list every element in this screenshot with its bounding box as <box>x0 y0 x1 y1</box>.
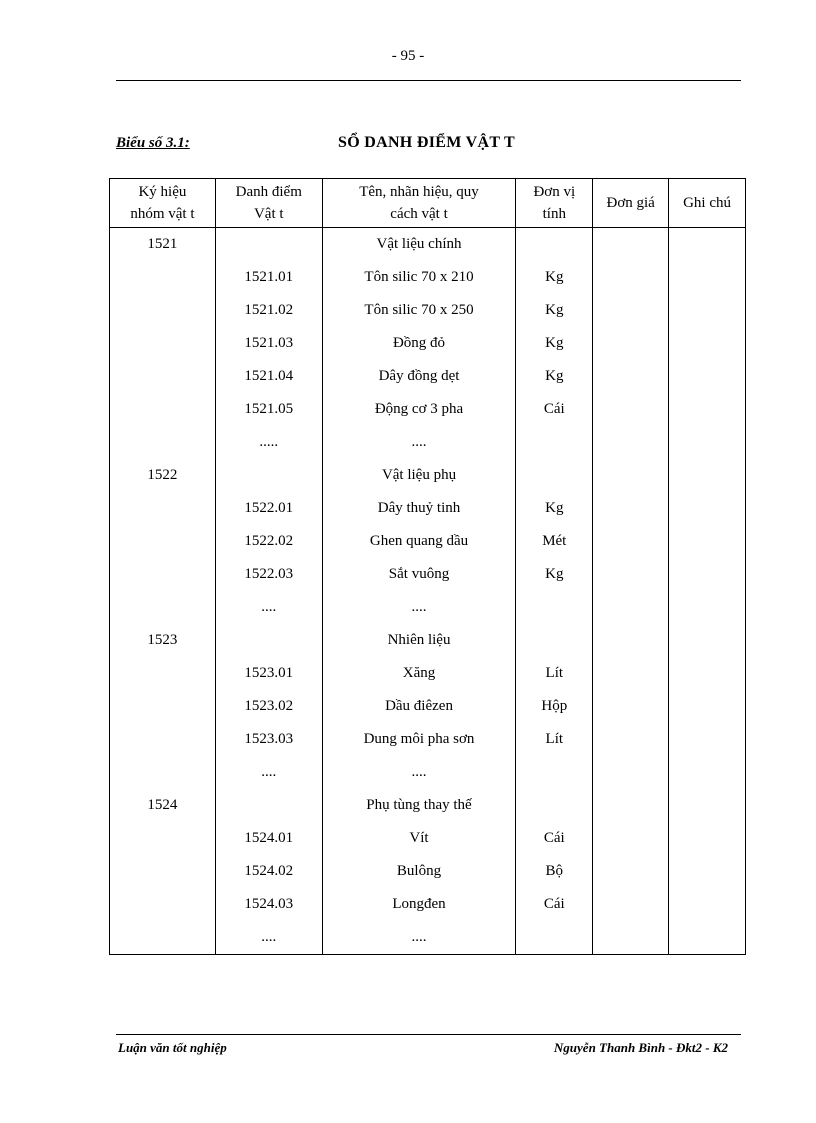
cell-unit: Mét <box>516 525 593 558</box>
cell-group-code <box>110 261 216 294</box>
cell-unit-price <box>593 723 669 756</box>
header-group-code-line2: nhóm vật t <box>130 206 195 222</box>
header-unit-line1: Đơn vị <box>533 184 576 200</box>
table-row <box>110 921 746 955</box>
cell-unit-price <box>593 822 669 855</box>
cell-unit-price <box>593 888 669 921</box>
table-row <box>110 393 746 426</box>
table-row <box>110 327 746 360</box>
cell-unit-price <box>593 393 669 426</box>
cell-group-code <box>110 822 216 855</box>
cell-item-name: Tôn silic 70 x 250 <box>322 294 516 327</box>
cell-item-name: .... <box>322 921 516 955</box>
cell-item-name: Dây thuỷ tinh <box>322 492 516 525</box>
cell-note <box>669 888 746 921</box>
cell-note <box>669 459 746 492</box>
cell-note <box>669 591 746 624</box>
cell-note <box>669 492 746 525</box>
cell-item-code <box>215 228 322 262</box>
cell-item-code: 1524.03 <box>215 888 322 921</box>
header-note: Ghi chú <box>669 179 746 228</box>
cell-unit: Hộp <box>516 690 593 723</box>
cell-note <box>669 426 746 459</box>
cell-item-name: Dầu điêzen <box>322 690 516 723</box>
cell-item-name: Ghen quang dầu <box>322 525 516 558</box>
table-row <box>110 855 746 888</box>
cell-note <box>669 789 746 822</box>
cell-item-name: Tôn silic 70 x 210 <box>322 261 516 294</box>
table-row <box>110 888 746 921</box>
cell-item-name: Động cơ 3 pha <box>322 393 516 426</box>
cell-item-code: 1523.01 <box>215 657 322 690</box>
cell-item-code: 1522.03 <box>215 558 322 591</box>
cell-item-code: 1521.04 <box>215 360 322 393</box>
cell-item-name: Dung môi pha sơn <box>322 723 516 756</box>
cell-unit: Bộ <box>516 855 593 888</box>
cell-item-code: 1521.05 <box>215 393 322 426</box>
page-number: - 95 - <box>391 48 425 64</box>
cell-note <box>669 525 746 558</box>
cell-note <box>669 327 746 360</box>
cell-unit-price <box>593 294 669 327</box>
cell-group-code <box>110 426 216 459</box>
cell-unit: Cái <box>516 822 593 855</box>
table-row <box>110 558 746 591</box>
cell-unit-price <box>593 789 669 822</box>
cell-unit-price <box>593 624 669 657</box>
cell-note <box>669 228 746 262</box>
cell-item-name: Vật liệu phụ <box>322 459 516 492</box>
table-row <box>110 789 746 822</box>
cell-note <box>669 756 746 789</box>
cell-item-name: Xăng <box>322 657 516 690</box>
header-item-name-line1: Tên, nhãn hiệu, quy <box>359 184 479 200</box>
cell-unit <box>516 789 593 822</box>
cell-group-code <box>110 294 216 327</box>
cell-item-code: .... <box>215 591 322 624</box>
cell-item-name: Đồng đỏ <box>322 327 516 360</box>
cell-item-code: 1521.02 <box>215 294 322 327</box>
cell-item-code <box>215 459 322 492</box>
cell-group-code: 1522 <box>110 459 216 492</box>
cell-item-name: Phụ tùng thay thế <box>322 789 516 822</box>
header-item-code-line1: Danh điểm <box>235 184 302 200</box>
cell-item-name: Bulông <box>322 855 516 888</box>
cell-item-name: .... <box>322 756 516 789</box>
cell-unit-price <box>593 756 669 789</box>
cell-unit: Kg <box>516 558 593 591</box>
cell-unit: Lít <box>516 657 593 690</box>
cell-unit-price <box>593 591 669 624</box>
cell-item-code: 1524.02 <box>215 855 322 888</box>
cell-group-code <box>110 558 216 591</box>
cell-item-code <box>215 789 322 822</box>
cell-item-code: 1523.03 <box>215 723 322 756</box>
table-row <box>110 228 746 262</box>
cell-item-code: 1521.03 <box>215 327 322 360</box>
document-title: SỔ DANH ĐIỂM VẬT T <box>338 134 515 151</box>
table-header-row <box>110 179 746 228</box>
cell-item-code: 1522.02 <box>215 525 322 558</box>
cell-unit: Cái <box>516 888 593 921</box>
cell-group-code <box>110 657 216 690</box>
cell-unit: Lít <box>516 723 593 756</box>
cell-item-name: Vít <box>322 822 516 855</box>
table-row <box>110 723 746 756</box>
cell-item-code: .... <box>215 921 322 955</box>
cell-group-code: 1524 <box>110 789 216 822</box>
cell-note <box>669 558 746 591</box>
table-row <box>110 657 746 690</box>
cell-unit <box>516 426 593 459</box>
header-item-code <box>215 179 322 228</box>
cell-unit-price <box>593 228 669 262</box>
cell-unit-price <box>593 921 669 955</box>
cell-item-name: Dây đồng dẹt <box>322 360 516 393</box>
header-unit-price: Đơn giá <box>593 179 669 228</box>
table-row <box>110 459 746 492</box>
header-group-code-line1: Ký hiệu <box>138 184 187 200</box>
cell-group-code <box>110 855 216 888</box>
table-body <box>110 228 746 955</box>
cell-group-code <box>110 525 216 558</box>
cell-item-code: 1523.02 <box>215 690 322 723</box>
cell-note <box>669 393 746 426</box>
cell-note <box>669 261 746 294</box>
cell-item-name: Nhiên liệu <box>322 624 516 657</box>
cell-unit-price <box>593 327 669 360</box>
cell-unit: Kg <box>516 294 593 327</box>
cell-note <box>669 690 746 723</box>
cell-unit: Kg <box>516 360 593 393</box>
cell-item-name: Sắt vuông <box>322 558 516 591</box>
footer-thesis-label: Luận văn tốt nghiệp <box>118 1040 227 1055</box>
cell-unit: Kg <box>516 261 593 294</box>
cell-unit: Kg <box>516 492 593 525</box>
cell-unit-price <box>593 459 669 492</box>
table-row <box>110 492 746 525</box>
cell-group-code <box>110 327 216 360</box>
header-unit-line2: tính <box>542 206 566 222</box>
cell-group-code <box>110 690 216 723</box>
cell-unit <box>516 591 593 624</box>
cell-note <box>669 723 746 756</box>
cell-unit <box>516 756 593 789</box>
figure-caption: Biểu số 3.1: <box>116 135 190 151</box>
cell-unit: Cái <box>516 393 593 426</box>
cell-unit-price <box>593 690 669 723</box>
cell-group-code <box>110 591 216 624</box>
cell-unit-price <box>593 525 669 558</box>
cell-item-name: .... <box>322 591 516 624</box>
cell-unit-price <box>593 261 669 294</box>
header-group-code <box>110 179 216 228</box>
cell-item-name: Longđen <box>322 888 516 921</box>
table-row <box>110 756 746 789</box>
materials-ledger-table <box>109 178 746 955</box>
cell-group-code <box>110 921 216 955</box>
cell-note <box>669 822 746 855</box>
cell-unit-price <box>593 426 669 459</box>
header-rule <box>116 80 741 81</box>
cell-item-code: ..... <box>215 426 322 459</box>
cell-unit-price <box>593 492 669 525</box>
table-row <box>110 426 746 459</box>
cell-note <box>669 294 746 327</box>
table-row <box>110 822 746 855</box>
cell-unit-price <box>593 657 669 690</box>
cell-unit-price <box>593 360 669 393</box>
cell-unit <box>516 921 593 955</box>
table-row <box>110 261 746 294</box>
cell-unit <box>516 459 593 492</box>
cell-group-code <box>110 393 216 426</box>
table-row <box>110 690 746 723</box>
cell-item-code: 1524.01 <box>215 822 322 855</box>
cell-group-code <box>110 723 216 756</box>
cell-group-code: 1523 <box>110 624 216 657</box>
footer-rule <box>116 1034 741 1035</box>
cell-group-code <box>110 756 216 789</box>
cell-note <box>669 921 746 955</box>
cell-unit <box>516 228 593 262</box>
cell-group-code <box>110 492 216 525</box>
table-row <box>110 360 746 393</box>
cell-unit <box>516 624 593 657</box>
cell-group-code <box>110 360 216 393</box>
cell-unit: Kg <box>516 327 593 360</box>
header-item-code-line2: Vật t <box>253 206 284 222</box>
cell-item-code: 1522.01 <box>215 492 322 525</box>
cell-group-code <box>110 888 216 921</box>
table-row <box>110 624 746 657</box>
cell-item-name: Vật liệu chính <box>322 228 516 262</box>
cell-note <box>669 360 746 393</box>
cell-unit-price <box>593 855 669 888</box>
table-row <box>110 525 746 558</box>
header-unit <box>516 179 593 228</box>
cell-group-code: 1521 <box>110 228 216 262</box>
cell-note <box>669 855 746 888</box>
cell-unit-price <box>593 558 669 591</box>
header-item-name <box>322 179 516 228</box>
header-item-name-line2: cách vật t <box>390 206 448 222</box>
table-row <box>110 591 746 624</box>
cell-item-code <box>215 624 322 657</box>
cell-item-code: .... <box>215 756 322 789</box>
cell-note <box>669 624 746 657</box>
table-row <box>110 294 746 327</box>
cell-item-name: .... <box>322 426 516 459</box>
cell-note <box>669 657 746 690</box>
footer-author: Nguyễn Thanh Bình - Đkt2 - K2 <box>553 1040 728 1055</box>
cell-item-code: 1521.01 <box>215 261 322 294</box>
